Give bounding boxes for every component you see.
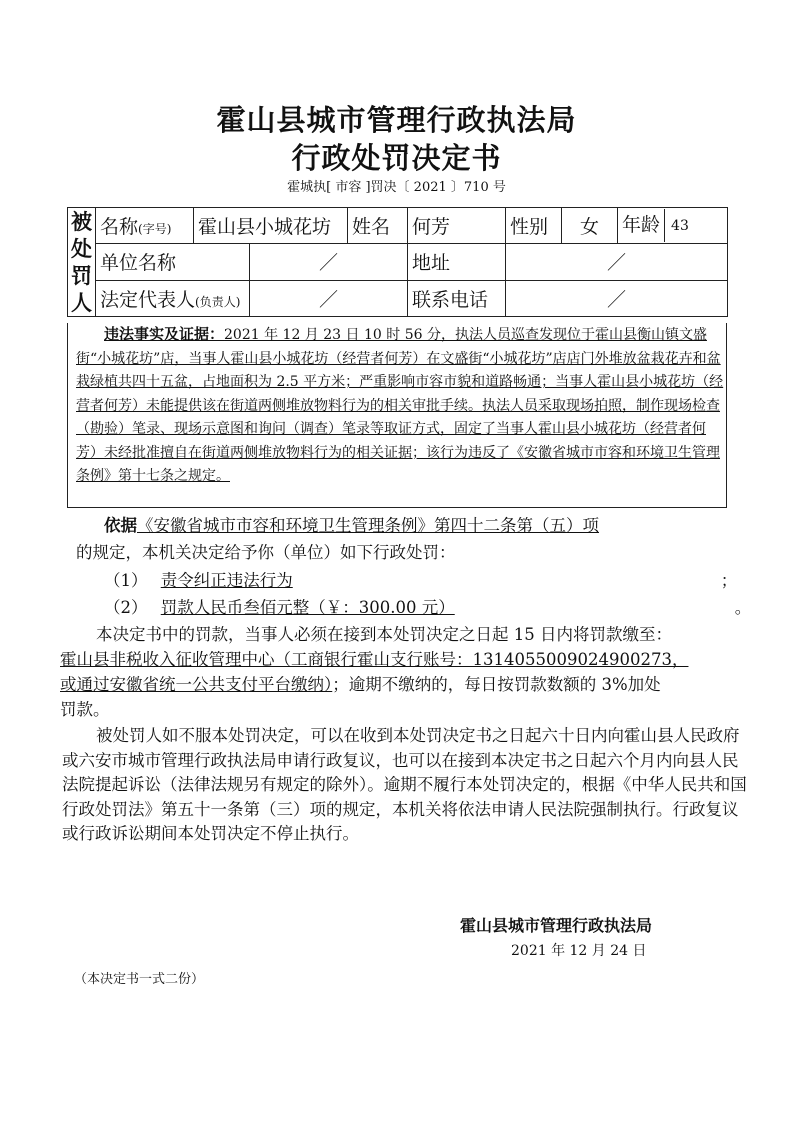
legal-rep-label: 法定代表人(负责人) bbox=[96, 280, 250, 316]
document-subtitle: 行政处罚决定书 bbox=[291, 141, 502, 175]
party-side-label: 被 处 罚 人 bbox=[68, 208, 96, 317]
payment-line-4: 罚款。 bbox=[60, 700, 110, 719]
violation-facts-label: 违法事实及证据： bbox=[104, 325, 225, 343]
basis-line bbox=[104, 512, 711, 536]
violation-facts-box bbox=[67, 323, 727, 508]
person-name-value: 何芳 bbox=[408, 208, 506, 244]
party-info-table bbox=[67, 207, 728, 317]
basis-continuation: 的规定，本机关决定给予你（单位）如下行政处罚： bbox=[76, 543, 456, 562]
issuing-authority: 霍山县城市管理行政执法局 bbox=[460, 916, 653, 935]
unit-name-label: 单位名称 bbox=[96, 244, 250, 280]
gender-value: 女 bbox=[562, 208, 618, 244]
violation-facts bbox=[76, 323, 726, 489]
basis-label: 依据 bbox=[104, 516, 137, 535]
document-number: 霍城执[ 市容 ]罚决〔 2021 〕710 号 bbox=[287, 180, 506, 195]
age-label: 年龄 bbox=[618, 209, 665, 242]
penalty-item-1: （1） 责令纠正违法行为 ； bbox=[104, 567, 737, 591]
issue-date: 2021 年 12 月 24 日 bbox=[511, 943, 647, 959]
copies-note: （本决定书一式二份） bbox=[74, 972, 205, 987]
phone-value: ／ bbox=[506, 280, 728, 316]
payment-line-3: 或通过安徽省统一公共支付平台缴纳）；逾期不缴纳的，每日按罚款数额的 3%加处 bbox=[60, 675, 661, 694]
violation-facts-text: 2021 年 12 月 23 日 10 时 56 分，执法人员巡查发现位于霍山县衡山镇文盛街“小城花坊”店，当事人霍山县小城花坊（经营者何芳）在文盛街“小城花坊”店店门外堆放盆栽花卉和盆栽绿植共四十五盆，占地面积为 2.5 平方米；严重影响市容市貌和道路畅通；当事人霍山县小城花坊（经营者何芳）未能提供该在街道两侧堆放物料行为的相关审批手续。执法人员采取现场拍照，制作现场检查（勘验）笔录、现场示意图和询问（调查）笔录等取证方式，固定了当事人霍山县小城花坊（经营者何芳）未经批准擅自在街道两侧堆放物料行为的相关证据；该行为违反了《安徽省城市市容和环境卫生管理条例》第十七条之规定。 bbox=[76, 327, 724, 484]
document-title: 霍山县城市管理行政执法局 bbox=[216, 103, 577, 137]
person-name-label: 姓名 bbox=[348, 208, 408, 244]
penalty-item-2: （2） 罚款人民币叁佰元整（￥：300.00 元） 。 bbox=[104, 594, 751, 618]
age-value: 43 bbox=[671, 217, 689, 234]
penalty-item-1-text: 责令纠正违法行为 bbox=[160, 571, 293, 590]
phone-label: 联系电话 bbox=[408, 280, 506, 316]
unit-name-value: ／ bbox=[250, 244, 408, 280]
name-label: 名称(字号) bbox=[96, 208, 194, 244]
payment-line-1: 本决定书中的罚款，当事人必须在接到本处罚决定之日起 15 日内将罚款缴至： bbox=[96, 625, 672, 644]
address-value: ／ bbox=[506, 244, 728, 280]
name-value: 霍山县小城花坊 bbox=[194, 208, 348, 244]
penalty-item-2-text: 罚款人民币叁佰元整（￥：300.00 元） bbox=[160, 598, 455, 617]
payment-account-line: 霍山县非税收入征收管理中心（工商银行霍山支行账号：1314055009024900273， bbox=[60, 650, 689, 669]
gender-label: 性别 bbox=[506, 208, 562, 244]
appeal-paragraph: 被处罚人如不服本处罚决定，可以在收到本处罚决定书之日起六十日内向霍山县人民政府或六安市城市管理行政执法局申请行政复议，也可以在接到本决定书之日起六个月内向县人民法院提起诉讼（法律法规另有规定的除外）。逾期不履行本处罚决定的，根据《中华人民共和国行政处罚法》第五十一条第（三）项的规定，本机关将依法申请人民法院强制执行。行政复议或行政诉讼期间本处罚决定不停止执行。 bbox=[62, 726, 747, 843]
basis-text: 《安徽省城市市容和环境卫生管理条例》第四十二条第（五）项 bbox=[137, 516, 599, 535]
address-label: 地址 bbox=[408, 244, 506, 280]
legal-rep-value: ／ bbox=[250, 280, 408, 316]
